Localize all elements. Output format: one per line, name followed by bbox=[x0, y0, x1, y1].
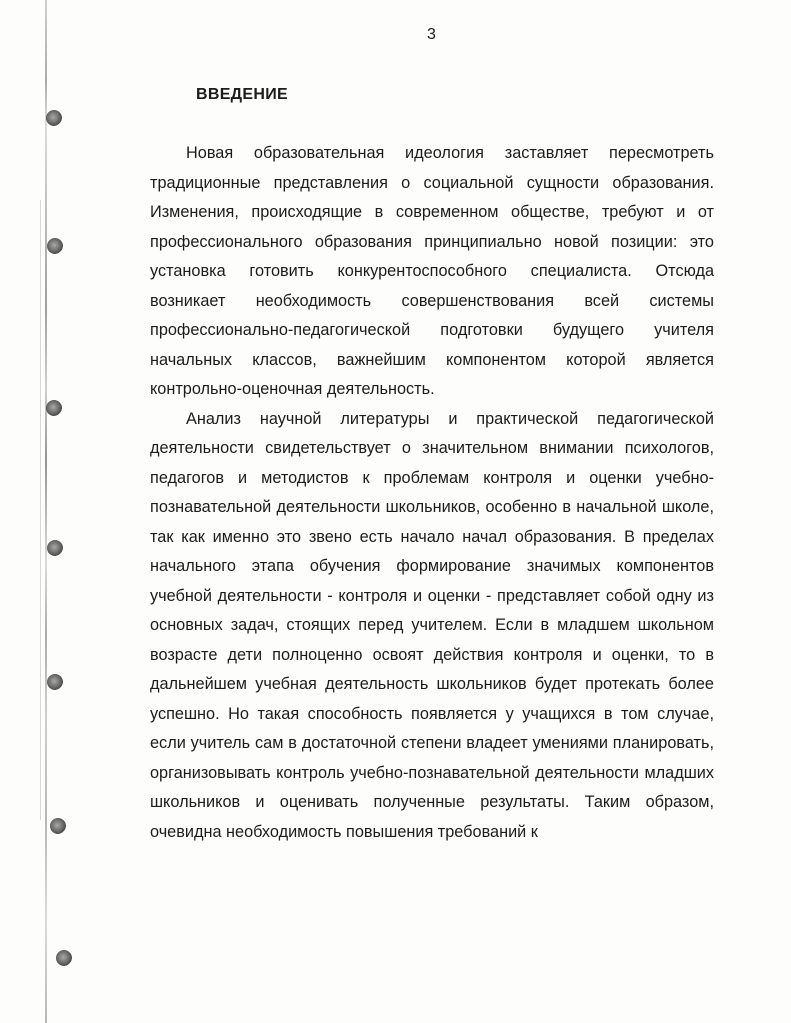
paragraph: Анализ научной литературы и практической педагогической деятельности свидетельствует о значительном внимании психологов, педагогов и методистов к проблемам контроля и оценки учебно-познавательной деятельности школьников, особенно в начальной школе, так как именно это звено есть начало начал образования. В пределах начального этапа обучения формирование значимых компонентов учебной деятельности - контроля и оценки - представляет собой одну из основных задач, стоящих перед учителем. Если в младшем школьном возрасте дети полноценно освоят действия контроля и оценки, то в дальнейшем учебная деятельность школьников будет протекать более успешно. Но такая способность появляется у учащихся в том случае, если учитель сам в достаточной степени владеет умениями планировать, организовывать контроль учебно-познавательной деятельности младших школьников и оценивать полученные результаты. Таким образом, очевидна необходимость повышения требований к bbox=[150, 409, 714, 841]
binding-hole bbox=[50, 818, 66, 834]
binding-hole bbox=[47, 540, 63, 556]
paragraph: Новая образовательная идеология заставляет пересмотреть традиционные представления о социальной сущности образования. Изменения, происходящие в современном обществе, требуют и от профессионального образования принципиально новой позиции: это установка готовить конкурентоспособного специалиста. Отсюда возникает необходимость совершенствования всей системы профессионально-педагогической подготовки будущего учителя начальных классов, важнейшим компонентом которой является контрольно-оценочная деятельность. bbox=[150, 144, 714, 398]
binding-hole bbox=[46, 110, 62, 126]
binding-hole bbox=[56, 950, 72, 966]
binding-edge bbox=[45, 0, 47, 1023]
binding-hole bbox=[46, 400, 62, 416]
section-heading: ВВЕДЕНИЕ bbox=[196, 86, 288, 103]
binding-edge-secondary bbox=[40, 200, 41, 820]
page-number: 3 bbox=[427, 26, 436, 43]
binding-hole bbox=[47, 674, 63, 690]
binding-hole bbox=[47, 238, 63, 254]
body-text bbox=[150, 139, 714, 847]
